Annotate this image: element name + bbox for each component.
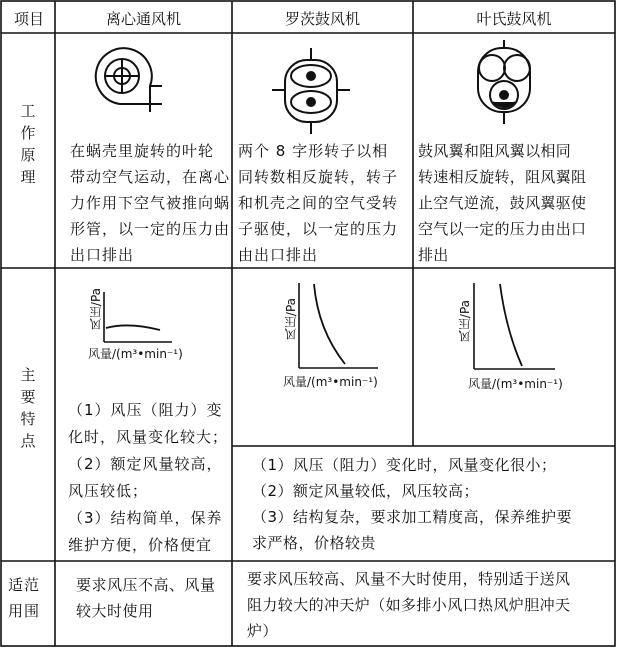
text-line: 维护方便，价格便宜 (68, 536, 213, 554)
text-line: 止空气逆流，鼓风翼驱使 (418, 194, 587, 212)
text-line: 炉） (247, 622, 278, 640)
text-line: 力作用下空气被推向蜗 (70, 194, 231, 212)
chart2-ylabel: 风压/Pa (284, 298, 298, 341)
header-roots: 罗茨鼓风机 (284, 10, 360, 28)
label-principle-char: 原 (20, 146, 36, 164)
text-line: 排出 (418, 246, 449, 264)
text-line: 要求风压较高、风量不大时使用，特别适于送风 (247, 570, 571, 588)
text-line: （2）额定风量较低，风压较高； (252, 482, 480, 500)
text-line: 在蜗壳里旋转的叶轮 (70, 142, 215, 160)
text-line: 转速相反旋转，阻风翼阻 (418, 168, 587, 186)
label-features-char: 特 (20, 410, 36, 428)
chart3-xlabel: 风量/(m³•min⁻¹) (468, 377, 563, 391)
label-principle-char: 工 (20, 102, 36, 120)
chart1-curve (106, 325, 160, 330)
scope-centrifugal (76, 572, 230, 624)
text-line: 风压较低； (68, 482, 149, 500)
chart3-ylabel: 风压/Pa (458, 300, 472, 343)
header-item: 项目 (13, 10, 44, 28)
chart1-ylabel: 风压/Pa (89, 288, 103, 331)
text-line: 带动空气运动，在离心 (70, 168, 231, 186)
label-principle-char: 作 (20, 124, 36, 142)
text-line: 同转数相反旋转，转子 (238, 168, 399, 186)
features-roots-ye (252, 452, 612, 556)
text-line: （1）风压（阻力）变 (68, 401, 223, 419)
chart2-xlabel: 风量/(m³•min⁻¹) (283, 375, 378, 389)
scope-roots-ye (247, 566, 613, 644)
text-line: 两个 8 字形转子以相 (238, 142, 389, 160)
text-line: 子驱使，以一定的压力 (238, 220, 399, 238)
label-features-char: 要 (20, 388, 36, 406)
chart3-curve (500, 284, 522, 366)
text-line: （3）结构复杂，要求加工精度高，保养维护要 (252, 508, 573, 526)
label-features-char: 点 (20, 432, 36, 450)
label-features-char: 主 (20, 366, 36, 384)
text-line: 空气以一定的压力由出口 (418, 220, 587, 238)
text-line: 和机壳之间的空气受转 (238, 194, 399, 212)
chart1-xlabel: 风量/(m³•min⁻¹) (88, 347, 183, 361)
text-line: 求严格，价格较贵 (252, 534, 377, 552)
label-scope-line: 适范 (8, 576, 41, 594)
text-line: 要求风压不高、风量 (76, 576, 216, 594)
text-line: 化时，风量变化较大； (68, 428, 229, 446)
text-line: 由出口排出 (238, 246, 319, 264)
text-line: 鼓风翼和阻风翼以相同 (418, 142, 572, 160)
text-line: （1）风压（阻力）变化时，风量变化很小； (252, 456, 557, 474)
chart2-curve (314, 284, 345, 364)
features-centrifugal (68, 397, 230, 559)
label-principle-char: 理 (20, 168, 36, 186)
text-line: 较大时使用 (76, 602, 154, 620)
text-line: （2）额定风量较高， (68, 455, 223, 473)
text-line: 出口排出 (70, 246, 135, 264)
label-scope-line: 用围 (8, 602, 41, 620)
header-centrifugal: 离心通风机 (105, 10, 181, 28)
text-line: 阻力较大的冲天炉（如多排小风口热风炉胆冲天 (247, 596, 571, 614)
header-ye: 叶氏鼓风机 (476, 10, 552, 28)
text-line: （3）结构简单，保养 (68, 509, 223, 527)
text-line: 形管，以一定的压力由 (70, 220, 231, 238)
